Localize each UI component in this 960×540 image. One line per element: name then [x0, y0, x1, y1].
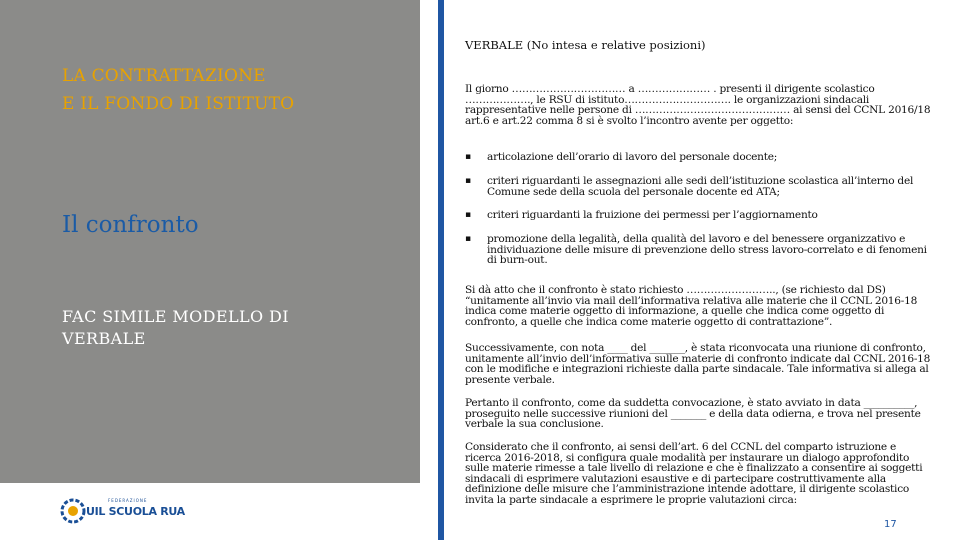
section-title-line-2: E IL FONDO DI ISTITUTO: [62, 94, 295, 114]
list-item-text: criteri riguardanti la fruizione dei permessi per l’aggiornamento: [487, 209, 818, 221]
section-title-line-1: LA CONTRATTAZIONE: [62, 66, 266, 86]
start-paragraph: Pertanto il confronto, come da suddetta convocazione, è stato avviato in data __________, proseguito nelle successive riunioni del _______ e della data odierna, e trova nel presente verbale la sua conclusione.: [465, 397, 921, 430]
uil-scuola-logo: [60, 496, 185, 526]
fac-simile-label: FAC SIMILE MODELLO DI VERBALE: [62, 307, 289, 348]
list-item-text: promozione della legalità, della qualità del lavoro e del benessere organizzativo e individuazione delle misure di prevenzione dello stress lavoro-correlato e di fenomeni di burn-out.: [487, 233, 927, 266]
section-title: [62, 62, 402, 118]
bullet-icon: ▪: [465, 234, 471, 244]
accent-bar: [438, 0, 444, 540]
logo-small-text: FEDERAZIONE: [108, 498, 148, 503]
verbale-heading: VERBALE (No intesa e relative posizioni): [465, 38, 706, 52]
request-paragraph: Si dà atto che il confronto è stato richiesto …………………….., (se richiesto dal DS) “unitamente all’invio via mail dell’informativa relativa alle materie che il CCNL 2016-18 indica come materie oggetto di informazione, a quelle che indica come oggetto di confronto, a quelle che indica come materie oggetto di contrattazione”.: [465, 284, 918, 328]
list-item-text: criteri riguardanti le assegnazioni alle sedi dell’istituzione scolastica all’interno del Comune sede della scuola del personale docente ed ATA;: [487, 175, 914, 198]
left-panel: [0, 0, 420, 483]
considerations-paragraph: Considerato che il confronto, ai sensi dell’art. 6 del CCNL del comparto istruzione e ricerca 2016-2018, si configura quale modalità per instaurare un dialogo approfondito sulle materie rimesse a tale livello di relazione e che è finalizzato a consentire ai soggetti sindacali di esprimere valutazioni esaustive e di partecipare costruttivamente alla definizione delle misure che l’amministrazione intende adottare, il dirigente scolastico invita la parte sindacale a esprimere le proprie valutazioni circa:: [465, 441, 923, 506]
page-number: 17: [884, 519, 897, 530]
subtitle-confronto: Il confronto: [62, 212, 199, 238]
logo-brand-text: UIL SCUOLA RUA: [86, 505, 185, 518]
intro-paragraph: Il giorno …………………………… a ………………… . presenti il dirigente scolastico ………………., le RSU di istituto…………………………. le organizzazioni sindacali rappresentative nelle persone di ……………………………………… ai sensi del CCNL 2016/18 art.6 e art.22 comma 8 si è svolto l’incontro avente per oggetto:: [465, 83, 931, 127]
bullet-icon: ▪: [465, 210, 471, 220]
list-item-text: articolazione dell’orario di lavoro del personale docente;: [487, 151, 778, 163]
reconvocation-paragraph: Successivamente, con nota ____ del _______, è stata riconvocata una riunione di confronto, unitamente all’invio dell’informativa sulle materie di confronto indicate dal CCNL 2016-18 con le modifiche e integrazioni richieste dalla parte sindacale. Tale informativa si allega al presente verbale.: [465, 342, 931, 386]
bullet-icon: ▪: [465, 176, 471, 186]
bullet-icon: ▪: [465, 152, 471, 162]
logo-mark-icon: [60, 498, 86, 524]
